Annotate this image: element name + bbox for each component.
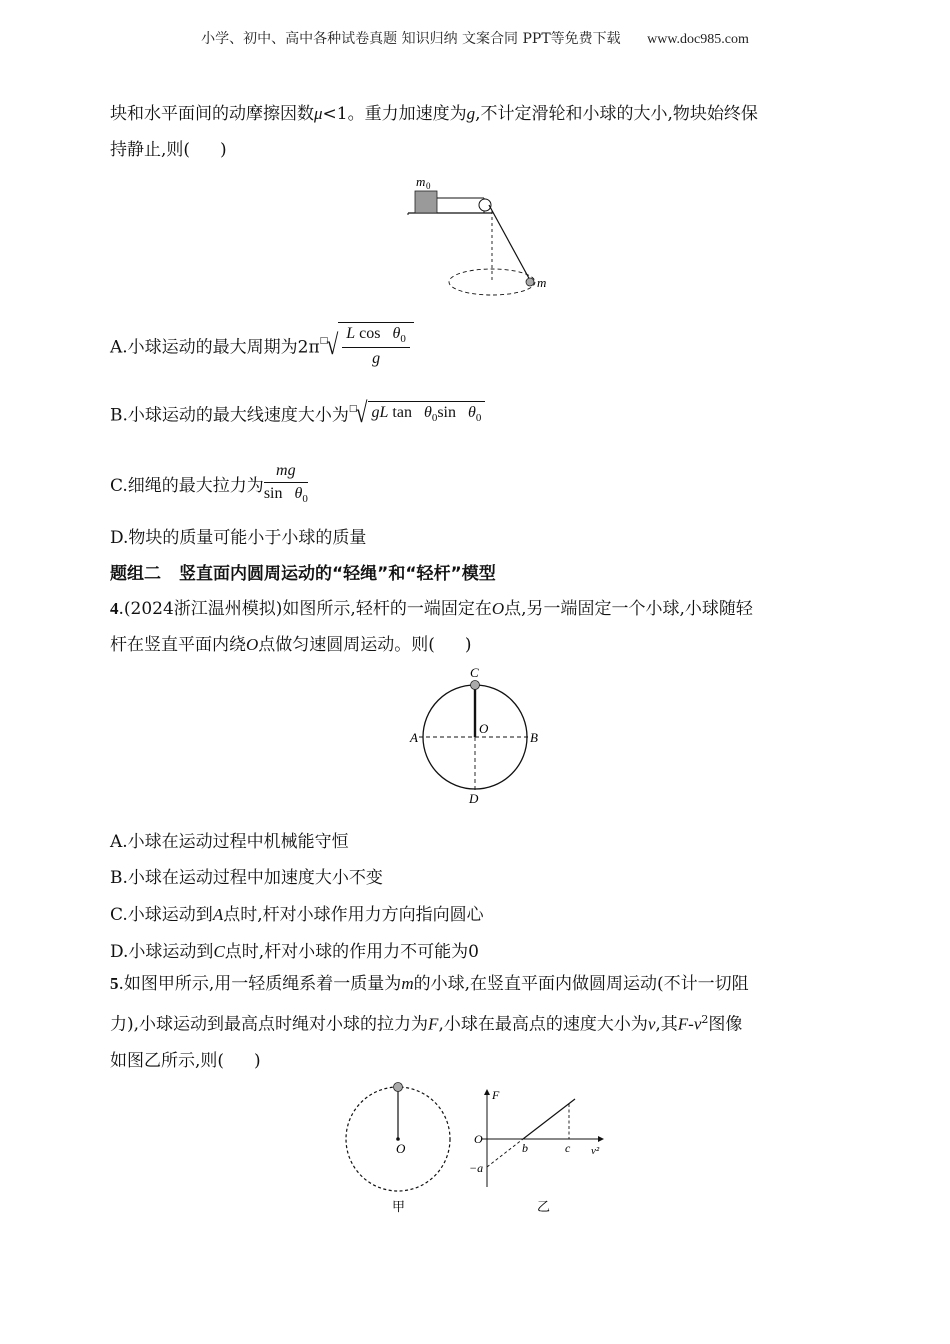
q4-option-c: C.小球运动到A点时,杆对小球作用力方向指向圆心 [110, 905, 484, 925]
section-title: 竖直面内圆周运动的“轻绳”和“轻杆”模型 [179, 564, 496, 584]
q3-ball-label: m [537, 275, 547, 290]
q3-block [415, 191, 437, 213]
q4-option-d: D.小球运动到C点时,杆对小球的作用力不可能为0 [110, 942, 480, 962]
q3-option-b: B.小球运动的最大线速度大小为□√ gL $\tan \theta_0\sin$ $\theta_0$ [110, 400, 485, 426]
q3-text-1: 块和水平面间的动摩擦因数 [110, 104, 314, 124]
q3-block-sub: 0 [426, 181, 431, 191]
q4-label-c: C [470, 665, 479, 680]
section-heading [110, 559, 496, 584]
q5-yi-label-b: b [522, 1141, 528, 1155]
q4-number: 4 [110, 599, 119, 618]
q5-yi-label-neg-a: −a [469, 1161, 484, 1175]
q3-g: g [466, 104, 476, 123]
header-site[interactable]: www.doc985.com [647, 32, 749, 47]
section-label: 题组二 [110, 564, 161, 584]
q5-yi-label-f: F [492, 1088, 500, 1102]
q3-mu: μ [314, 104, 323, 123]
q3-option-c-text: C.细绳的最大拉力为 [110, 476, 264, 497]
q5-jia-ball [394, 1083, 403, 1092]
q4-label-a: A [410, 730, 418, 745]
q4-figure [405, 662, 545, 812]
q3-option-a-text: A.小球运动的最大周期为2π [110, 337, 320, 358]
q5-figure-jia [340, 1078, 460, 1218]
q5-number: 5 [110, 974, 119, 993]
q5-yi-dashed-extension [487, 1139, 523, 1167]
q4-ball [471, 681, 480, 690]
q5-yi-graph-line [523, 1099, 575, 1139]
q3-option-c [110, 462, 308, 505]
q4-option-b: B.小球在运动过程中加速度大小不变 [110, 868, 383, 888]
q3-string-slant [489, 205, 531, 282]
q5-stem: 5.如图甲所示,用一轻质绳系着一质量为m的小球,在竖直平面内做圆周运动(不计一切阻 力),小球运动到最高点时绳对小球的拉力为F,小球在最高点的速度大小为v,其$F-v^2$图像 如图乙所示,则( ) [110, 974, 749, 1071]
q4-label-o: O [479, 721, 489, 736]
page-header [0, 28, 950, 48]
q3-text-3: ,不计定滑轮和小球的大小,物块始终保 [475, 104, 758, 124]
q3-block-label: m [416, 174, 426, 189]
q3-ball [526, 278, 534, 286]
q5-jia-caption: 甲 [392, 1200, 406, 1215]
q4-stem: 4.(2024浙江温州模拟)如图所示,轻杆的一端固定在O点,另一端固定一个小球,小球随轻 杆在竖直平面内绕O点做匀速圆周运动。则( ) [110, 599, 753, 655]
q3-option-d: D.物块的质量可能小于小球的质量 [110, 528, 367, 548]
q3-text-5: ) [220, 140, 227, 160]
q3-option-a-sqrt: √ $\frac{L \cos \theta_0}{g}$ [326, 322, 414, 368]
q3-stem [110, 96, 842, 168]
q3-option-a: A.小球运动的最大周期为2π□√ $\frac{L \cos \theta_0}{g}$ [110, 322, 414, 368]
q3-text-2: <1。重力加速度为 [322, 104, 467, 124]
q5-yi-label-v2: v² [591, 1145, 600, 1157]
q3-option-b-text: B.小球运动的最大线速度大小为 [110, 405, 349, 426]
q4-option-a: A.小球在运动过程中机械能守恒 [110, 832, 349, 852]
q5-yi-label-o: O [474, 1132, 483, 1146]
header-text: 小学、初中、高中各种试卷真题 知识归纳 文案合同 PPT等免费下载 [201, 31, 621, 47]
q5-jia-label-o: O [396, 1141, 406, 1156]
q4-label-b: B [530, 730, 538, 745]
q3-option-c-frac: $\frac{mg}{\sin \theta_0}$ [263, 462, 308, 506]
q5-figure-yi [465, 1084, 615, 1218]
q3-figure [400, 172, 560, 302]
q5-yi-label-c: c [565, 1141, 571, 1155]
q4-label-d: D [469, 791, 479, 806]
q3-option-b-sqrt: √ gL $\tan \theta_0\sin$ $\theta_0$ [355, 400, 485, 426]
q5-yi-caption: 乙 [537, 1200, 551, 1215]
q3-text-4: 持静止,则( [110, 140, 191, 160]
